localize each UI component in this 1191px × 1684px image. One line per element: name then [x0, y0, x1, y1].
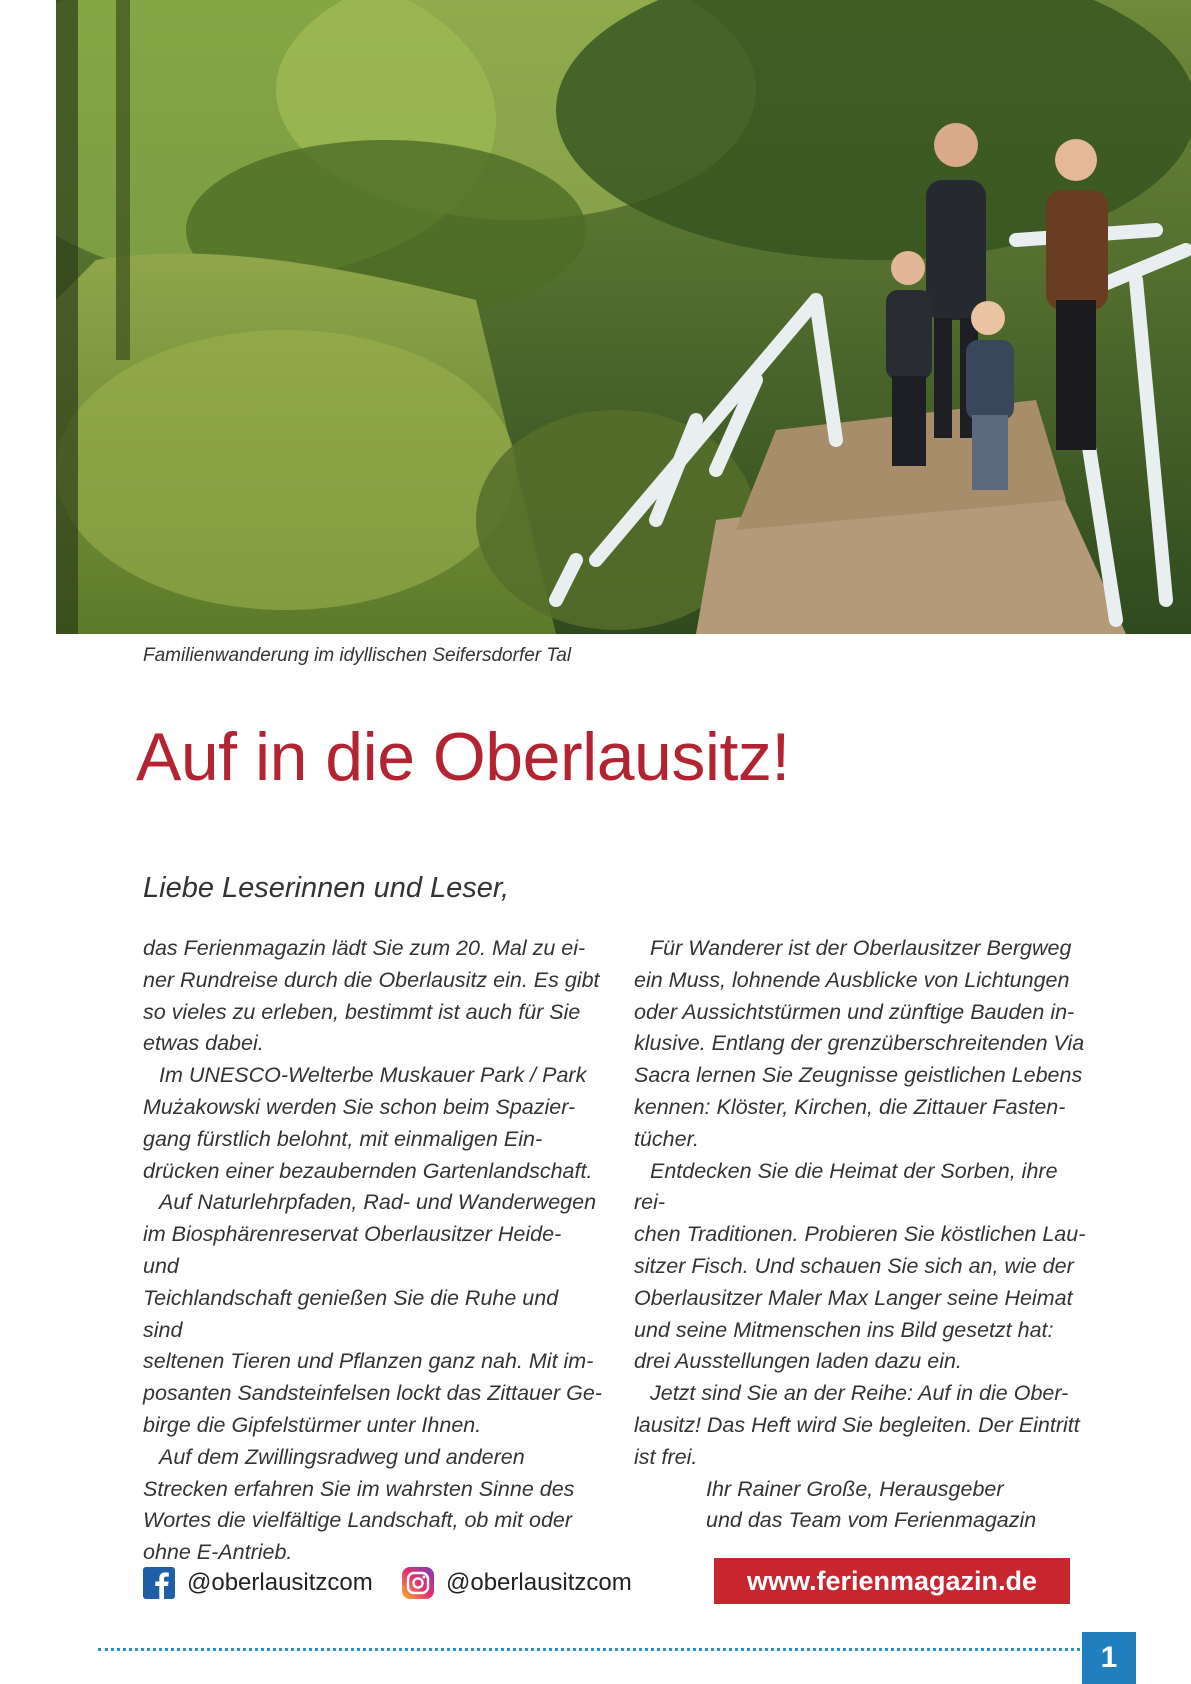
page-number-badge: 1 — [1082, 1632, 1136, 1684]
article-column-left — [143, 933, 603, 1569]
page-title: Auf in die Oberlausitz! — [136, 719, 790, 795]
paragraph: Jetzt sind Sie an der Reihe: Auf in die Ober- lausitz! Das Heft wird Sie begleiten. Der Eintritt ist frei. — [634, 1381, 1080, 1469]
paragraph: Entdecken Sie die Heimat der Sorben, ihre rei- chen Traditionen. Probieren Sie köstlichen Lau- sitzer Fisch. Und schauen Sie sich an, wie der Oberlausitzer Maler Max Langer seine Heimat und seine Mitmenschen ins Bild gesetzt hat: drei Ausstellungen laden dazu ein. — [634, 1158, 1086, 1374]
website-link[interactable]: www.ferienmagazin.de — [714, 1558, 1070, 1604]
instagram-handle: @oberlausitzcom — [446, 1569, 632, 1596]
forest-bridge-family-photo-icon — [56, 0, 1191, 634]
photo-caption: Familienwanderung im idyllischen Seifersdorfer Tal — [143, 645, 572, 666]
paragraph: das Ferienmagazin lädt Sie zum 20. Mal zu ei- ner Rundreise durch die Oberlausitz ein. Es gibt so vieles zu erleben, bestimmt ist auch für Sie etwas dabei. — [143, 936, 600, 1056]
facebook-handle: @oberlausitzcom — [187, 1569, 373, 1596]
paragraph: Auf dem Zwillingsradweg und anderen Strecken erfahren Sie im wahrsten Sinne des Wortes die vielfältige Landschaft, ob mit oder ohne E-Antrieb. — [143, 1444, 575, 1565]
footer-dotted-divider — [98, 1648, 1080, 1651]
paragraph: Für Wanderer ist der Oberlausitzer Bergweg ein Muss, lohnende Ausblicke von Lichtungen oder Aussichtstürmen und zünftige Bauden in- klusive. Entlang der grenzüberschreitenden Via Sacra lernen Sie Zeugnisse geistlichen Lebens kennen: Klöster, Kirchen, die Zittauer Fasten- tücher. — [634, 936, 1085, 1151]
salutation: Liebe Leserinnen und Leser, — [143, 872, 510, 904]
article-column-right — [634, 933, 1094, 1537]
instagram-link[interactable] — [402, 1565, 632, 1601]
paragraph: Auf Naturlehrpfaden, Rad- und Wanderwegen im Biosphärenreservat Oberlausitzer Heide- und Teichlandschaft genießen Sie die Ruhe und sind seltenen Tieren und Pflanzen ganz nah. Mit im- posanten Sandsteinfelsen lockt das Zittauer Ge- birge die Gipfelstürmer unter Ihnen. — [143, 1190, 602, 1437]
instagram-icon — [402, 1567, 434, 1599]
facebook-icon — [143, 1567, 175, 1599]
paragraph: Im UNESCO-Welterbe Muskauer Park / Park Mużakowski werden Sie schon beim Spazier- gang fürstlich belohnt, mit einmaligen Ein- drücken einer bezaubernden Gartenlandschaft. — [143, 1063, 593, 1183]
hero-photo — [56, 0, 1191, 634]
signature: Ihr Rainer Große, Herausgeber und das Team vom Ferienmagazin — [706, 1476, 1037, 1533]
facebook-link[interactable] — [143, 1565, 373, 1601]
